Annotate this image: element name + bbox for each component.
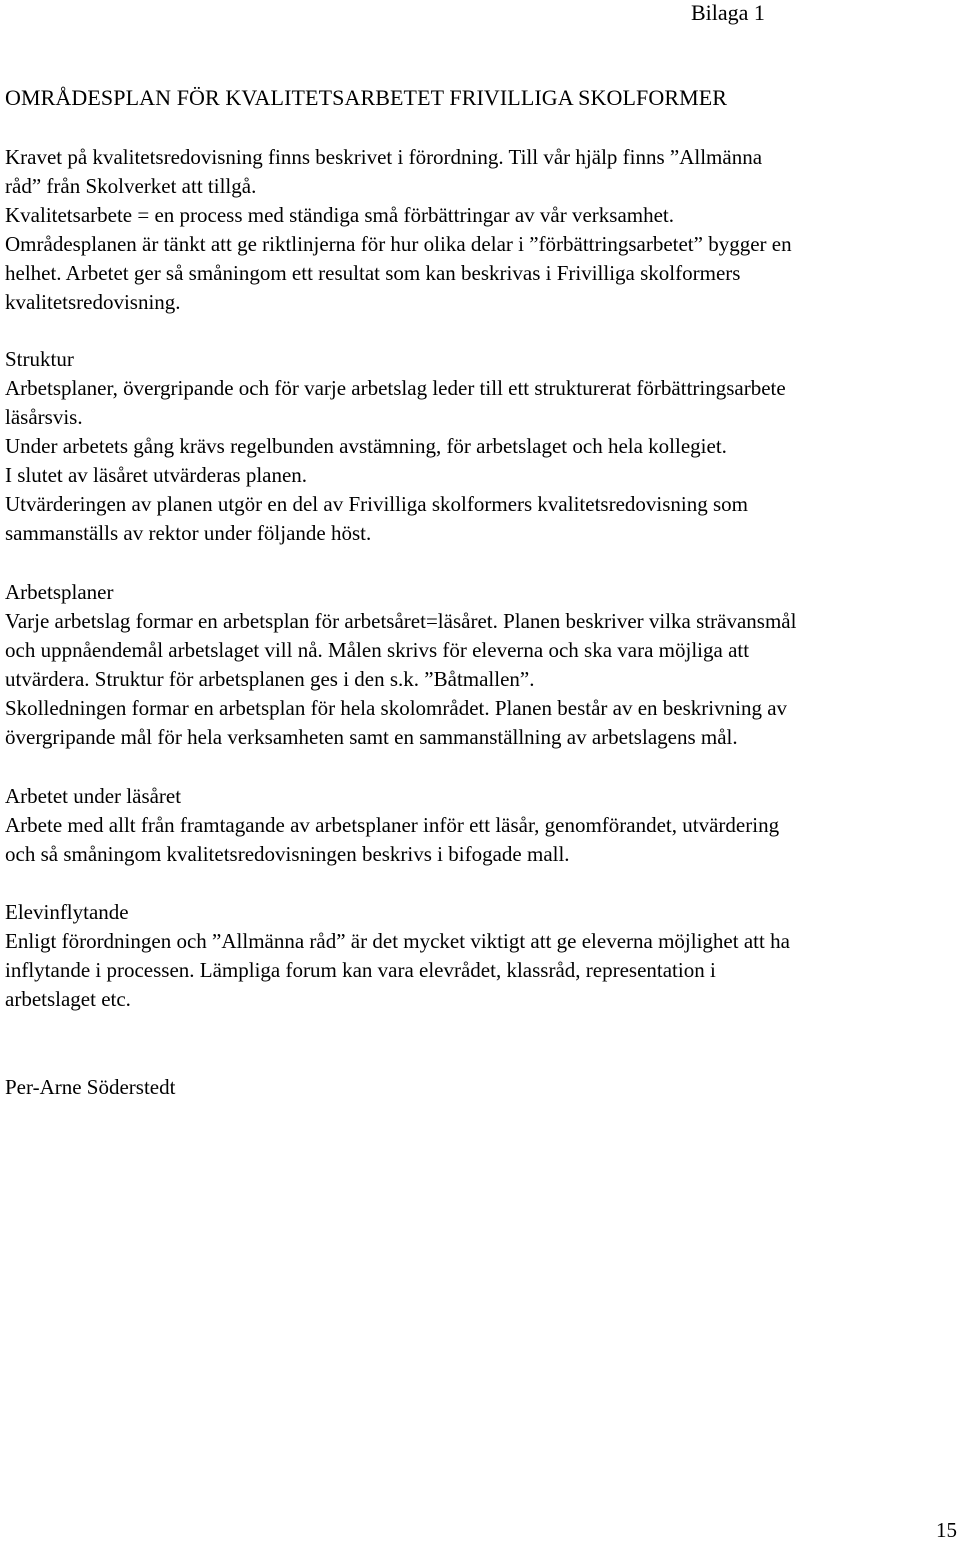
text-line: Under arbetets gång krävs regelbunden avstämning, för arbetslaget och hela kollegiet.: [5, 434, 727, 458]
text-line: och så småningom kvalitetsredovisningen beskrivs i bifogade mall.: [5, 842, 570, 866]
text-line: Varje arbetslag formar en arbetsplan för arbetsåret=läsåret. Planen beskriver vilka strävansmål: [5, 609, 797, 633]
section-heading: Struktur: [5, 347, 74, 371]
text-line: Kravet på kvalitetsredovisning finns beskrivet i förordning. Till vår hjälp finns ”Allmänna: [5, 145, 763, 169]
text-line: Arbetsplaner, övergripande och för varje arbetslag leder till ett strukturerat förbättringsarbete: [5, 376, 786, 400]
attachment-label: Bilaga 1: [691, 0, 765, 25]
text-line: Områdesplanen är tänkt att ge riktlinjerna för hur olika delar i ”förbättringsarbetet” bygger en: [5, 232, 792, 256]
text-line: inflytande i processen. Lämpliga forum kan vara elevrådet, klassråd, representation i: [5, 958, 716, 982]
text-line: utvärdera. Struktur för arbetsplanen ges i den s.k. ”Båtmallen”.: [5, 667, 535, 691]
page-number: 15: [936, 1518, 957, 1542]
text-line: läsårsvis.: [5, 405, 83, 429]
section-heading: Arbetsplaner: [5, 580, 114, 604]
text-line: och uppnåendemål arbetslaget vill nå. Målen skrivs för eleverna och ska vara möjliga att: [5, 638, 750, 662]
text-line: Kvalitetsarbete = en process med ständiga små förbättringar av vår verksamhet.: [5, 203, 675, 227]
document-title: OMRÅDESPLAN FÖR KVALITETSARBETET FRIVILLIGA SKOLFORMER: [5, 85, 728, 110]
text-line: helhet. Arbetet ger så småningom ett resultat som kan beskrivas i Frivilliga skolformers: [5, 261, 741, 285]
section-heading: Arbetet under läsåret: [5, 784, 182, 808]
author-signature: Per-Arne Söderstedt: [5, 1075, 176, 1099]
section-arbetet-under-lasaret: [5, 782, 779, 869]
text-line: Utvärderingen av planen utgör en del av Frivilliga skolformers kvalitetsredovisning som: [5, 492, 748, 516]
intro-paragraph: [5, 143, 792, 317]
section-struktur: [5, 345, 786, 548]
text-line: arbetslaget etc.: [5, 987, 131, 1011]
text-line: Arbete med allt från framtagande av arbetsplaner inför ett läsår, genomförandet, utvärdering: [5, 813, 780, 837]
text-line: kvalitetsredovisning.: [5, 290, 181, 314]
text-line: Skolledningen formar en arbetsplan för hela skolområdet. Planen består av en beskrivning av: [5, 696, 788, 720]
text-line: Enligt förordningen och ”Allmänna råd” är det mycket viktigt att ge eleverna möjlighet att ha: [5, 929, 790, 953]
text-line: råd” från Skolverket att tillgå.: [5, 174, 257, 198]
section-arbetsplaner: [5, 578, 796, 752]
text-line: övergripande mål för hela verksamheten samt en sammanställning av arbetslagens mål.: [5, 725, 738, 749]
text-line: sammanställs av rektor under följande höst.: [5, 521, 372, 545]
section-elevinflytande: [5, 898, 790, 1014]
text-line: I slutet av läsåret utvärderas planen.: [5, 463, 308, 487]
section-heading: Elevinflytande: [5, 900, 129, 924]
